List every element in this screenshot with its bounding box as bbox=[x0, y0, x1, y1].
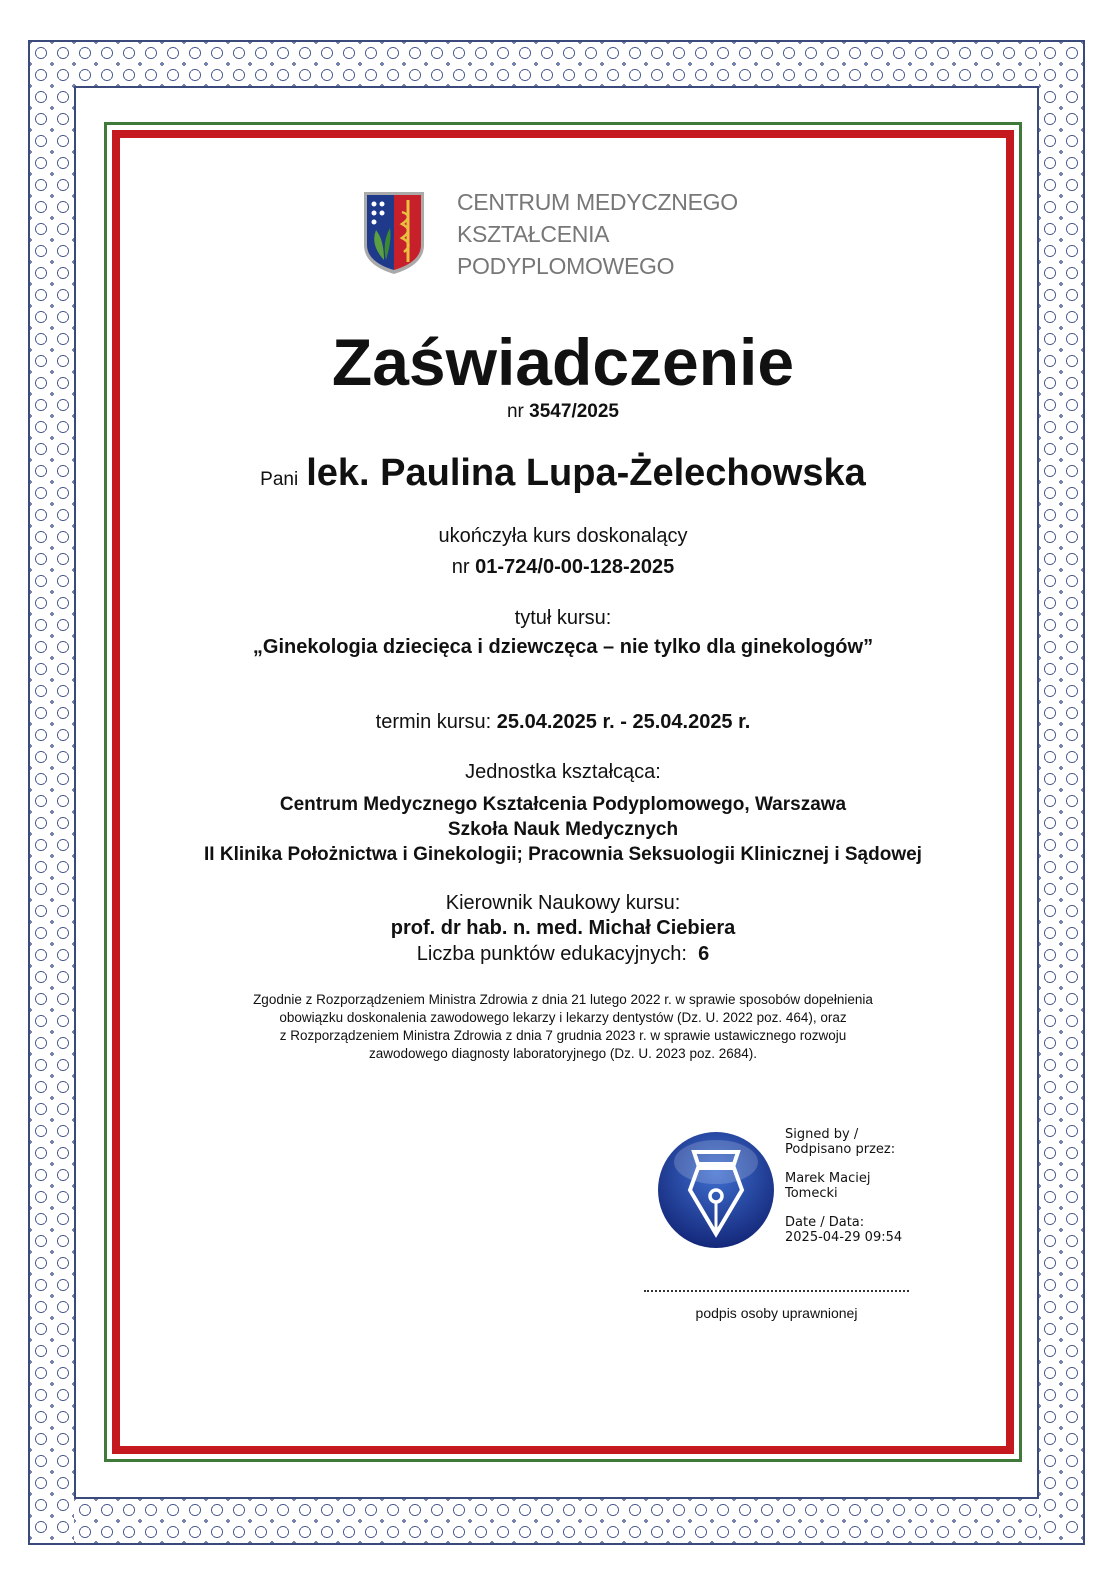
completed-text: ukończyła kurs doskonalący bbox=[438, 525, 688, 547]
logo-line: PODYPLOMOWEGO bbox=[457, 253, 675, 279]
term-value: 25.04.2025 r. - 25.04.2025 r. bbox=[496, 711, 751, 733]
unit-line: Szkoła Nauk Medycznych bbox=[447, 819, 679, 840]
signed-by-label: Signed by / bbox=[785, 1127, 859, 1142]
signature-details bbox=[785, 1127, 902, 1259]
unit-lines bbox=[112, 792, 1014, 867]
course-nr-value: 01-724/0-00-128-2025 bbox=[475, 556, 675, 578]
points-label: Liczba punktów edukacyjnych: bbox=[416, 943, 687, 965]
education-points bbox=[112, 943, 1014, 966]
number-prefix: nr bbox=[506, 401, 524, 422]
course-number bbox=[112, 556, 1014, 579]
signer-surname: Tomecki bbox=[785, 1186, 838, 1201]
signer-name: Marek Maciej bbox=[785, 1171, 871, 1186]
logo-line: CENTRUM MEDYCZNEGO bbox=[457, 189, 738, 215]
term-label: termin kursu: bbox=[375, 711, 492, 733]
institution-name-logo bbox=[457, 186, 738, 282]
unit-line: II Klinika Położnictwa i Ginekologii; Pracownia Seksuologii Klinicznej i Sądowej bbox=[204, 844, 922, 865]
legal-line: Zgodnie z Rozporządzeniem Ministra Zdrowia z dnia 21 lutego 2022 r. w sprawie sposobów dopełnienia bbox=[253, 992, 873, 1007]
salutation: Pani bbox=[260, 469, 299, 490]
certificate-title: Zaświadczenie bbox=[331, 325, 795, 399]
course-title-label: tytuł kursu: bbox=[514, 607, 612, 629]
supervisor-label: Kierownik Naukowy kursu: bbox=[445, 892, 681, 914]
unit-label: Jednostka kształcąca: bbox=[465, 761, 661, 783]
certificate-number bbox=[112, 401, 1014, 423]
digital-signature-pen-icon bbox=[656, 1130, 776, 1250]
signature-date: 2025-04-29 09:54 bbox=[785, 1230, 903, 1245]
course-nr-prefix: nr bbox=[451, 556, 470, 578]
signed-by-label-pl: Podpisano przez: bbox=[785, 1142, 896, 1157]
signature-line bbox=[644, 1290, 909, 1292]
legal-basis bbox=[112, 991, 1014, 1063]
points-value: 6 bbox=[698, 943, 710, 965]
recipient-name: lek. Paulina Lupa-Żelechowska bbox=[306, 452, 866, 494]
date-label: Date / Data: bbox=[785, 1215, 865, 1230]
supervisor-name: prof. dr hab. n. med. Michał Ciebiera bbox=[390, 917, 736, 939]
logo-line: KSZTAŁCENIA bbox=[457, 221, 610, 247]
number-value: 3547/2025 bbox=[529, 401, 619, 422]
legal-line: z Rozporządzeniem Ministra Zdrowia z dnia 7 grudnia 2023 r. w sprawie ustawicznego rozwoju bbox=[279, 1028, 847, 1043]
course-term bbox=[112, 711, 1014, 734]
unit-line: Centrum Medycznego Kształcenia Podyplomowego, Warszawa bbox=[279, 794, 847, 815]
cmkp-shield-logo bbox=[362, 190, 426, 276]
recipient bbox=[112, 452, 1014, 495]
signature-caption: podpis osoby uprawnionej bbox=[695, 1305, 858, 1321]
course-title: „Ginekologia dziecięca i dziewczęca – nie tylko dla ginekologów” bbox=[252, 636, 874, 658]
legal-line: zawodowego diagnosty laboratoryjnego (Dz. U. 2023 poz. 2684). bbox=[369, 1046, 757, 1061]
legal-line: obowiązku doskonalenia zawodowego lekarzy i lekarzy dentystów (Dz. U. 2022 poz. 464), oraz bbox=[279, 1010, 847, 1025]
